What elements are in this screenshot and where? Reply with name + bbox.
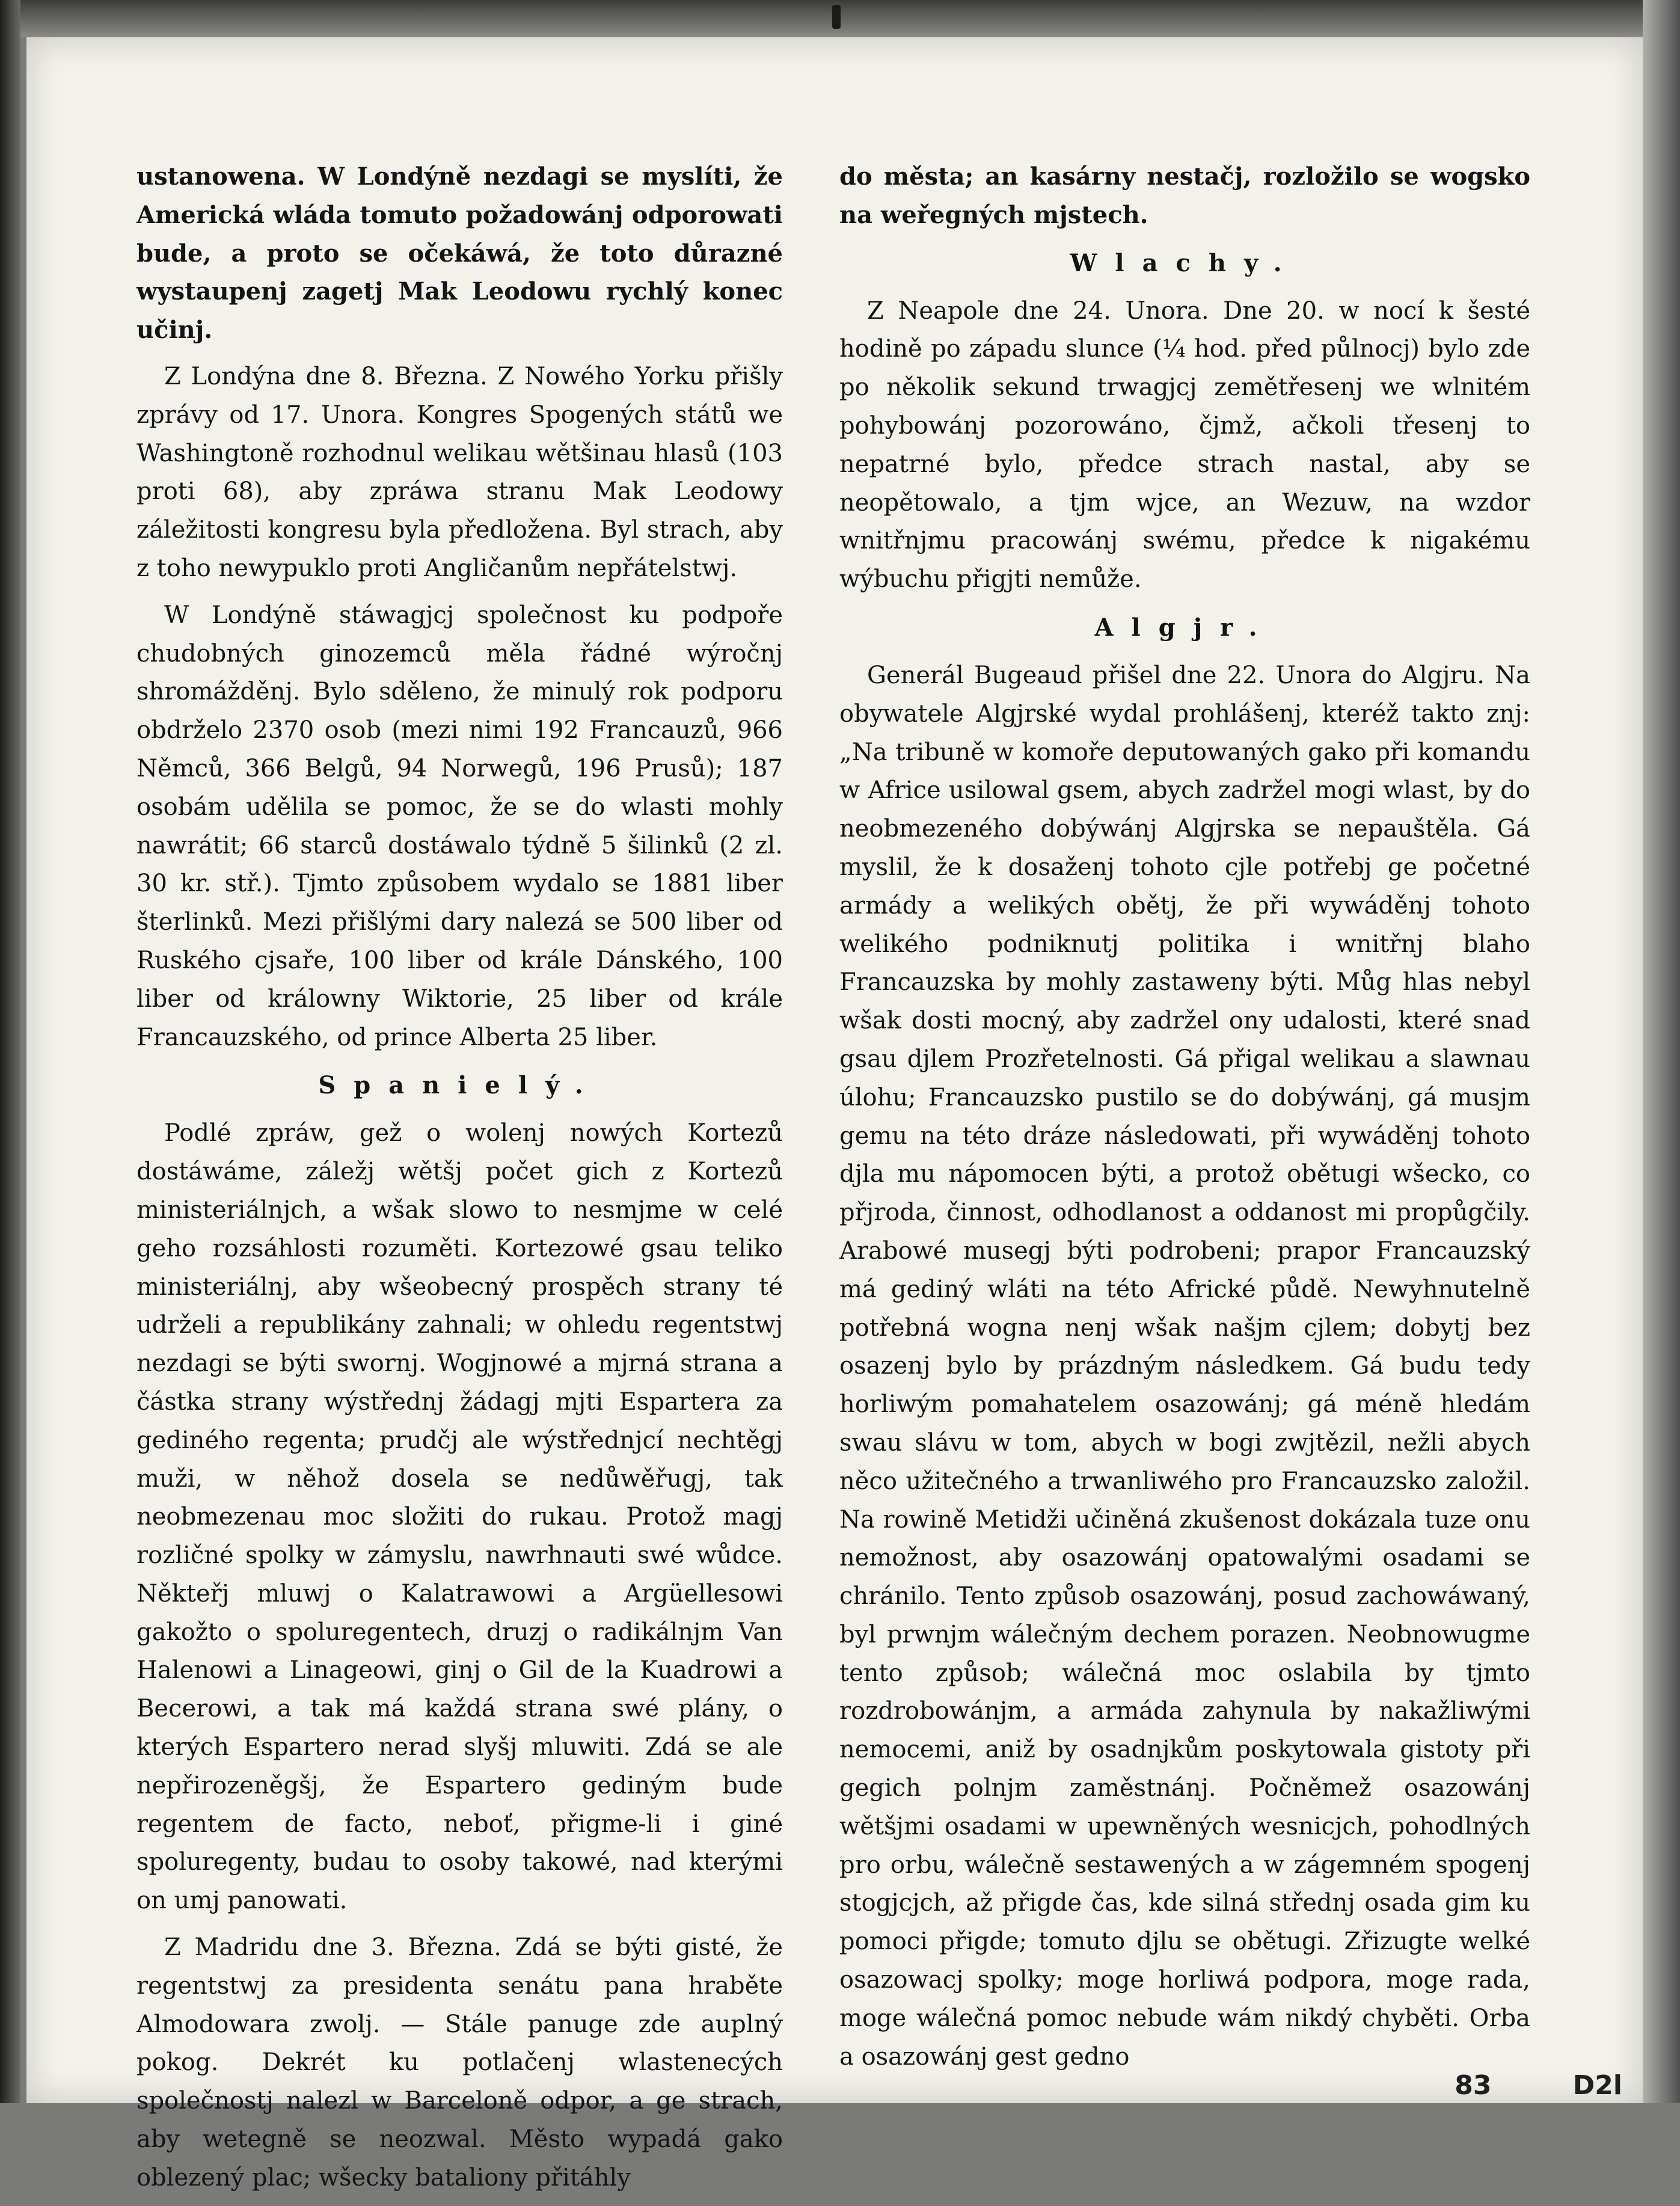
heading-spain: Spanielý. (318, 1071, 601, 1100)
heading-algeria: Algjr. (1094, 613, 1275, 642)
paragraph-london-3: W Londýně stáwagjcj společnost ku podpoře chudobných ginozemců měla řádné wýročnj shromážděnj. Bylo sděleno, že minulý rok podporu obdrželo 2370 osob (mezi nimi 192 Francauzů, 966 Němců, 366 Belgů, 94 Norwegů, 196 Prusů); 187 osobám udělila se pomoc, že se do wlasti mohly nawrátit; 66 starců dostáwalo týdně 5 šilinků (2 zl. 30 kr. stř.). Tjmto způsobem wydalo se 1881 liber šterlinků. Mezi přišlými dary nalezá se 500 liber od Ruského cjsaře, 100 liber od krále Dánského, 100 liber od králowny Wiktorie, 25 liber od krále Francauzského, od prince Alberta 25 liber. (136, 601, 783, 1051)
footer-mark-right: D2l (1572, 2070, 1622, 2101)
binding-pin-mark (832, 5, 841, 29)
paragraph-london-2: Z Londýna dne 8. Března. Z Nowého Yorku přišly zprávy od 17. Unora. Kongres Spogených států we Washingtoně rozhodnul welikau wětšinau hlasů (103 proti 68), aby zpráwa stranu Mak Leodowy záležitosti kongresu byla předložena. Byl strach, aby z toho newypuklo proti Angličanům nepřátelstwj. (136, 362, 783, 582)
paragraph-naples: Z Neapole dne 24. Unora. Dne 20. w nocí k šesté hodině po západu slunce (¼ hod. před půlnocj) bylo zde po několik sekund trwagjcj zemětřesenj we wlnitém pohybowánj pozorowáno, čjmž, ačkoli třesenj to nepatrné bylo, předce strach nastal, aby se neopětowalo, a tjm wjce, an Wezuw, na wzdor wnitřnjmu pracowánj swému, předce k nigakému wýbuchu přigjti nemůže. (839, 296, 1530, 594)
paragraph-continued: do města; an kasárny nestačj, rozložilo se wogsko na weřegných mjstech. (839, 162, 1530, 229)
paragraph-madrid: Z Madridu dne 3. Března. Zdá se býti gisté, že regentstwj za presidenta senátu pana hraběte Almodowara zwolj. — Stále panuge zde auplný pokog. Dekrét ku potlačenj wlastenecých společnostj nalezl w Barceloně odpor, a ge strach, aby wetegně se neozwal. Město wypadá gako oblezený plac; wšecky bataliony přitáhly (136, 1934, 783, 2192)
scan-left-edge (0, 0, 20, 2103)
paragraph-spain-1: Podlé zpráw, gež o wolenj nowých Kortezů dostáwáme, záležj wětšj počet gich z Kortezů ministeriálnjch, a wšak slowo to nesmjme w celé geho rozsáhlosti rozuměti. Kortezowé gsau teliko ministeriálnj, aby wšeobecný prospěch strany té udrželi a republikány zahnali; w ohledu regentstwj nezdagi se býti swornj. Wogjnowé a mjrná strana a částka strany wýstřednj žádagj mjti Espartera za gediného regenta; prudčj ale wýstřednjcí nechtěgj muži, w něhož dosela se nedůwěřugj, tak neobmezenau moc složiti do rukau. Protož magj rozličné spolky w zámyslu, nawrhnauti swé wůdce. Někteřj mluwj o Kalatrawowi a Argüellesowi gakožto o spoluregentech, druzj o radikálnjm Van Halenowi a Linageowi, ginj o Gil de la Kuadrowi a Becerowi, a tak má každá strana swé plány, o kterých Espartero nerad slyšj mluwiti. Zdá se ale nepřirozeněgšj, že Espartero gediným bude regentem de facto, neboť, přigme-li i giné spoluregenty, budau to osoby takowé, nad kterými on umj panowati. (136, 1119, 783, 1915)
page-footer-marks (1382, 2070, 1622, 2101)
heading-italy: Wlachy. (1070, 248, 1300, 277)
footer-mark-left: 83 (1455, 2070, 1492, 2101)
paragraph-london-1: ustanowena. W Londýně nezdagi se myslíti, že Americká wláda tomuto požadowánj odporowati bude, a proto se očekáwá, že toto důrazné wystaupenj zagetj Mak Leodowu rychlý konec učinj. (136, 162, 783, 345)
left-column (136, 158, 783, 2206)
newspaper-page (26, 37, 1643, 2192)
right-column (839, 158, 1530, 2085)
paragraph-algeria: Generál Bugeaud přišel dne 22. Unora do Algjru. Na obywatele Algjrské wydal prohlášenj, kteréž takto znj: „Na tribuně w komoře deputowaných gako při komandu w Africe usilowal gsem, abych zadržel mogi wlast, by do neobmezeného dobýwánj Algjrska se nepauštěla. Gá myslil, že k dosaženj tohoto cjle potřebj ge početné armády a welikých obětj, že při wywáděnj tohoto welikého podniknutj politika i wnitřnj blaho Francauzska by mohly zastaweny býti. Můg hlas nebyl wšak dosti mocný, aby zadržel ony udalosti, které snad gsau djlem Prozřetelnosti. Gá přigal welikau a slawnau úlohu; Francauzsko pustilo se do dobýwánj, gá musjm gemu na této dráze následowati, při wywáděnj tohoto djla mu nápomocen býti, a protož obětugi wšecko, co přjroda, činnost, odhodlanost a oddanost mi propůgčily. Arabowé musegj býti podrobeni; prapor Francauzský má gediný wláti na této Africké půdě. Newyhnutelně potřebná wogna nenj wšak našjm cjlem; dobytj bez osazenj bylo by prázdným následkem. Gá budu tedy horliwým pomahatelem osazowánj; gá méně hledám swau slávu w tom, abych w bogi zwjtězil, nežli abych něco užitečného a trwanliwého pro Francauzsko založil. Na rowině Metidži učiněná zkušenost dokázala tuze onu nemožnost, aby osazowánj opatowalými osadami se chránilo. Tento způsob osazowánj, posud zachowáwaný, byl prwnjm wálečným dechem porazen. Neobnowugme tento způsob; wálečná moc oslabila by tjmto rozdrobowánjm, a armáda zahynula by nakažliwými nemocemi, aniž by osadnjkům poskytowala gistoty při gegich polnjm zaměstnánj. Počněmež osazowánj wětšjmi osadami w upewněných wesnicjch, pohodlných pro orbu, wálečně sestawených a w zágemném spogenj stogjcjch, až přigde čas, kde silná střednj osada gim ku pomoci přigde; tomuto djlu se obětugi. Zřizugte welké osazowacj spolky; moge horliwá podpora, moge rada, moge wálečná pomoc nebude wám nikdý chyběti. Orba a osazowánj gest gedno (839, 661, 1530, 2071)
scan-right-edge (1643, 0, 1680, 2103)
